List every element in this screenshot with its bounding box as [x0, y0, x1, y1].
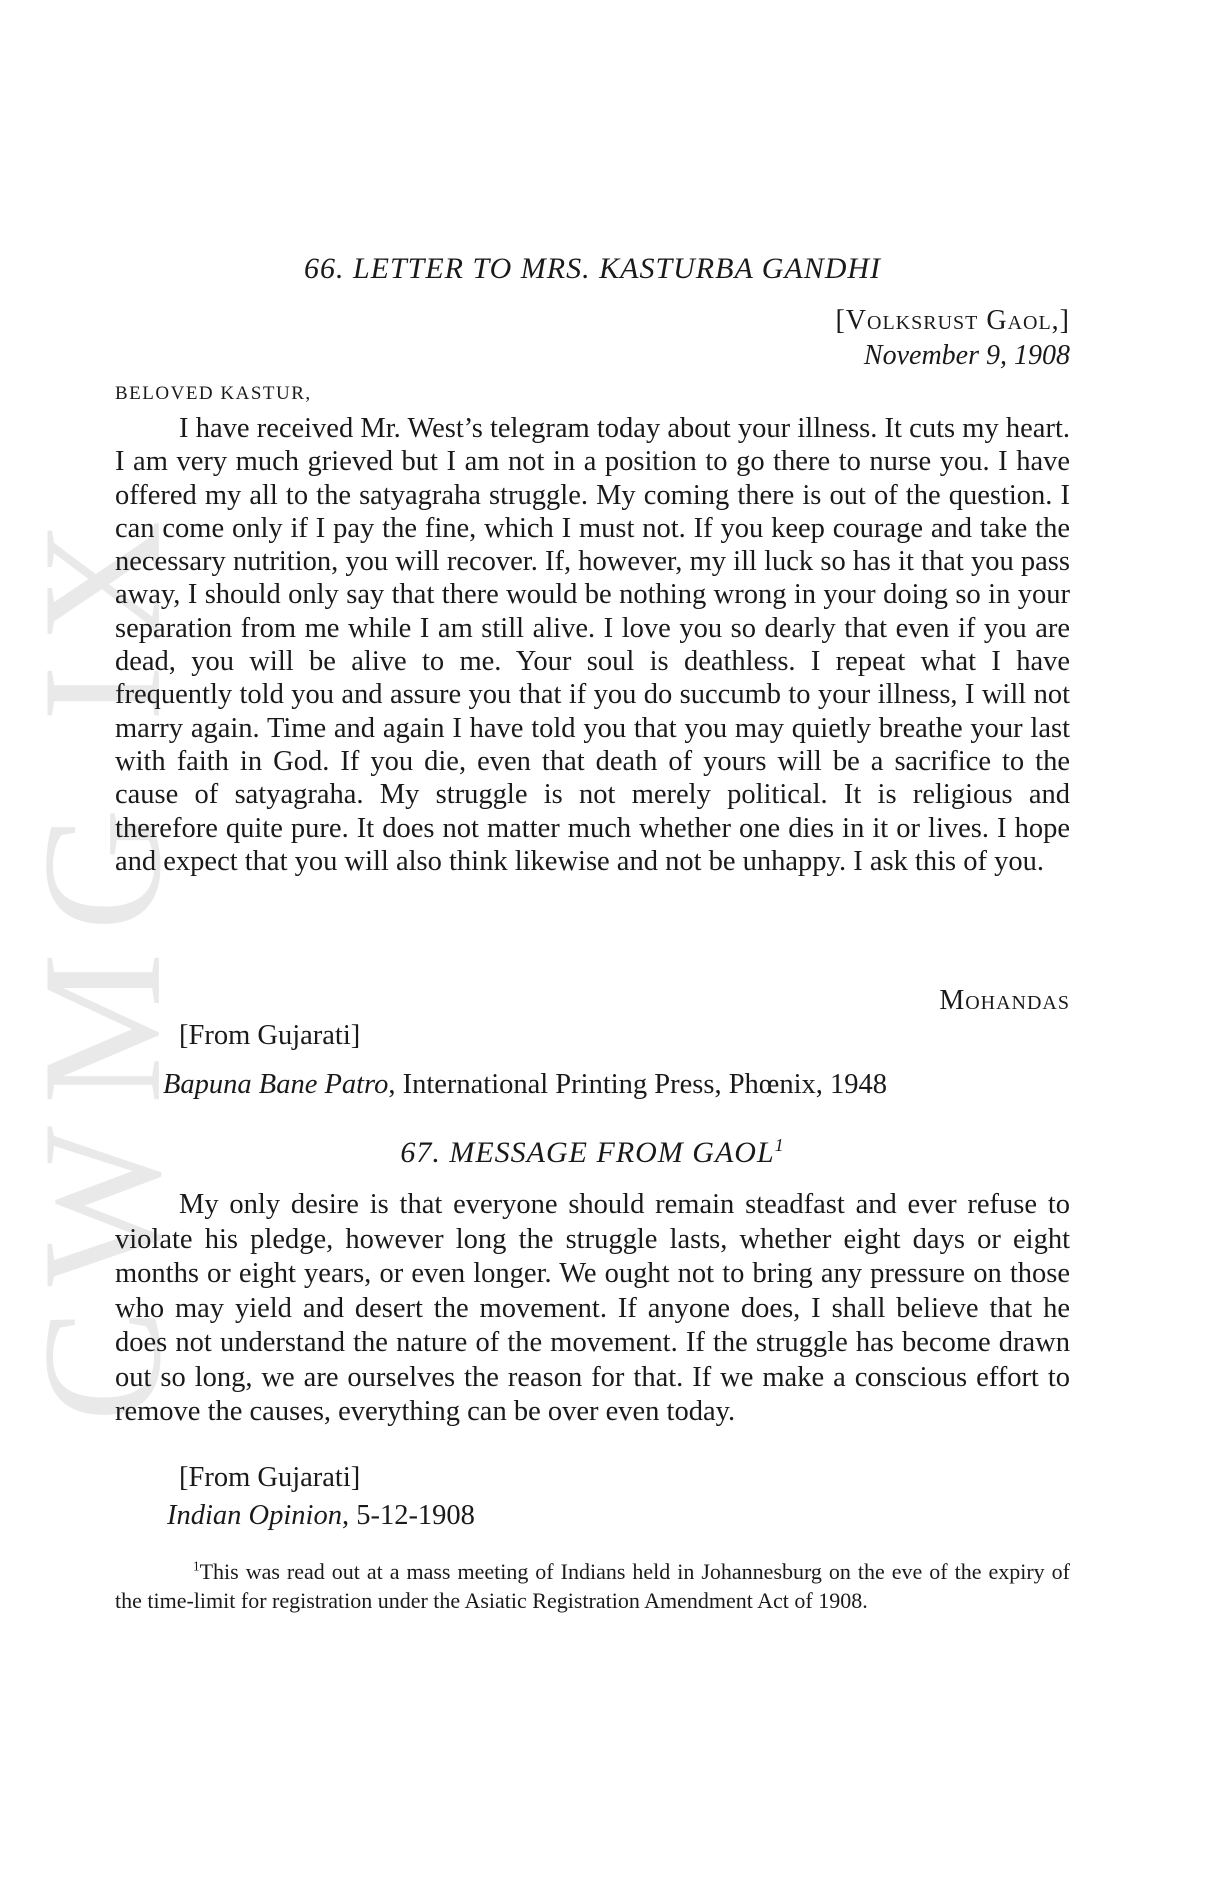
source-citation-66 — [163, 1069, 887, 1101]
footnote — [115, 1557, 1070, 1615]
letter-body: I have received Mr. West’s telegram today about your illness. It cuts my heart. I am very much grieved but I am not in a position to go there to nurse you. I have offered my all to the satyagraha struggle. My coming there is out of the question. I can come only if I pay the fine, which I must not. If you keep courage and take the necessary nutrition, you will recover. If, however, my ill luck so has it that you pass away, I should only say that there would be nothing wrong in your doing so in your separation from me while I am still alive. I love you so dearly that even if you are dead, you will be alive to me. Your soul is deathless. I repeat what I have frequently told you and assure you that if you do succumb to your illness, I will not marry again. Time and again I have told you that you may quietly breathe your last with faith in God. If you die, even that death of yours will be a sacrifice to the cause of satyagraha. My struggle is not merely political. It is religious and therefore quite pure. It does not matter much whether one dies in it or lives. I hope and expect that you will also think likewise and not be unhappy. I ask this of you. — [115, 413, 1070, 877]
source-note-67: [From Gujarati] — [179, 1462, 361, 1493]
source-note-66: [From Gujarati] — [179, 1020, 361, 1051]
source-title-67: Indian Opinion — [167, 1500, 342, 1531]
source-title-66: Bapuna Bane Patro — [163, 1069, 389, 1100]
source-details-66: , International Printing Press, Phœnix, 1948 — [388, 1069, 888, 1100]
source-citation-67 — [167, 1500, 475, 1532]
letter-salutation: BELOVED KASTUR, — [115, 383, 312, 404]
source-details-67: , 5-12-1908 — [341, 1500, 475, 1531]
document-title-67 — [115, 1136, 1070, 1170]
footnote-text: This was read out at a mass meeting of Indians held in Johannesburg on the eve of the expiry of the time-limit for registration under the Asiatic Registration Amendment Act of 1908. — [115, 1559, 1070, 1613]
letter-place: [Volksrust Gaol,] — [835, 305, 1070, 336]
document-title-66: 66. LETTER TO MRS. KASTURBA GANDHI — [303, 252, 882, 285]
letter-signature: Mohandas — [939, 985, 1070, 1016]
footnote-reference: 1 — [774, 1135, 785, 1155]
letter-date: November 9, 1908 — [863, 340, 1070, 371]
document-title-67-text: 67. MESSAGE FROM GAOL — [400, 1136, 775, 1169]
watermark: CWMG IX — [8, 498, 196, 1422]
message-body: My only desire is that everyone should remain steadfast and ever refuse to violate his pledge, however long the struggle lasts, whether eight days or eight months or eight years, or even longer. We ought not to bring any pressure on those who may yield and desert the movement. If anyone does, I shall believe that he does not understand the nature of the movement. If the struggle has become drawn out so long, we are ourselves the reason for that. If we make a conscious effort to remove the causes, everything can be over even today. — [115, 1189, 1070, 1427]
footnote-mark: 1 — [193, 1558, 200, 1574]
